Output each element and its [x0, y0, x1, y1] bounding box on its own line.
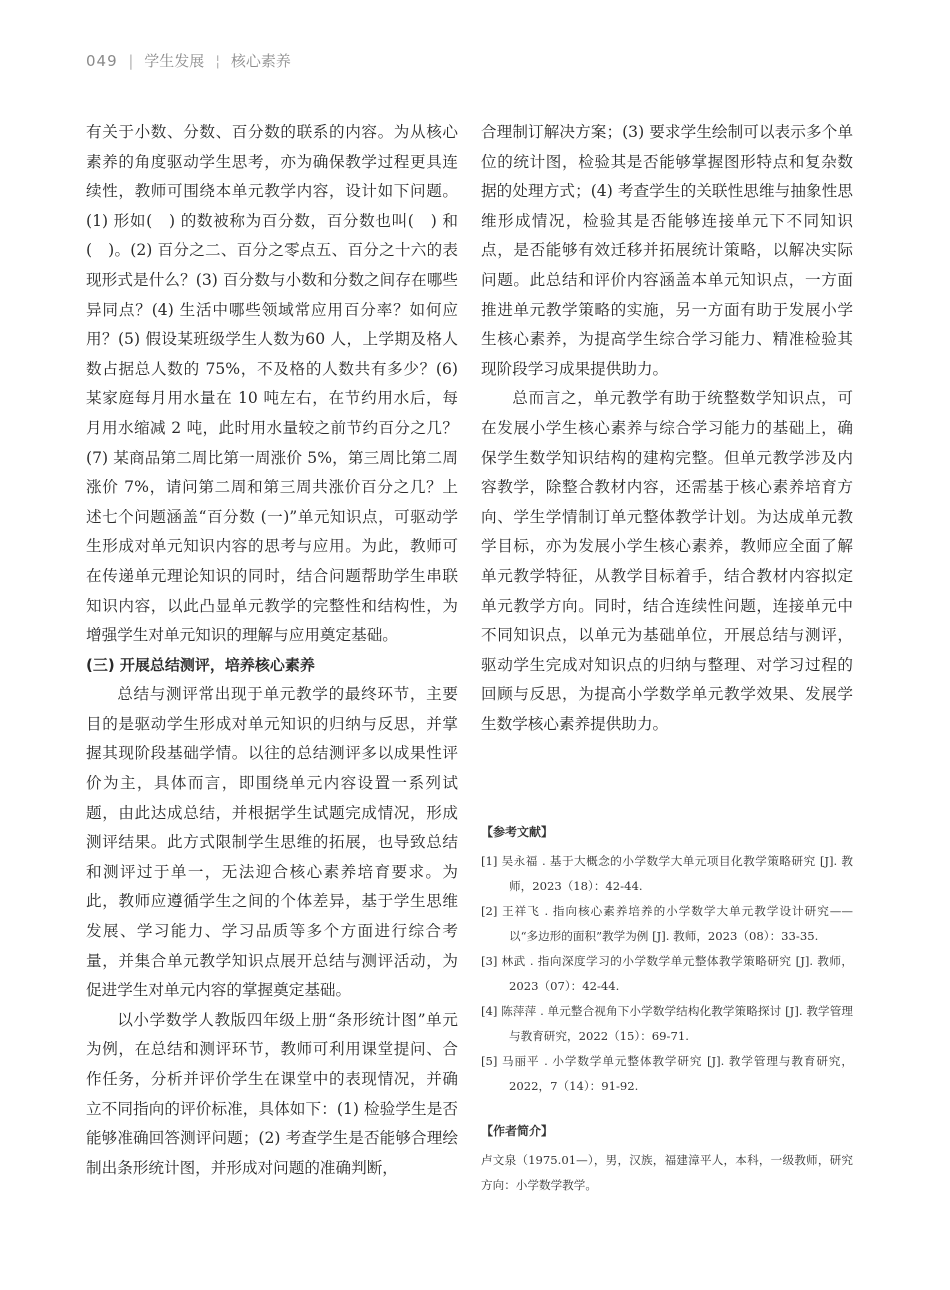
references-block — [481, 820, 853, 1198]
section-heading: (三) 开展总结测评，培养核心素养 — [86, 655, 315, 674]
reference-item: [5] 马丽平 . 小学数学单元整体教学研究 [J]. 教学管理与教育研究，2022，7（14）：91-92. — [481, 1054, 853, 1093]
reference-item: [1] 吴永福 . 基于大概念的小学数学大单元项目化教学策略研究 [J]. 教师，2023（18）：42-44. — [481, 854, 853, 893]
running-header — [86, 50, 291, 71]
body-paragraph: 合理制订解决方案；(3) 要求学生绘制可以表示多个单位的统计图，检验其是否能够掌握图形特点和复杂数据的处理方式；(4) 考查学生的关联性思维与抽象性思维形成情况，检验其是否能够连接单元下不同知识点，是否能够有效迁移并拓展统计策略，以解决实际问题。此总结和评价内容涵盖本单元知识点，一方面推进单元教学策略的实施，另一方面有助于发展小学生核心素养，为提高学生综合学习能力、精准检验其现阶段学习成果提供助力。 — [481, 123, 853, 378]
right-column — [481, 118, 853, 739]
body-paragraph: 总结与测评常出现于单元教学的最终环节，主要目的是驱动学生形成对单元知识的归纳与反思，并掌握其现阶段基础学情。以往的总结测评多以成果性评价为主，具体而言，即围绕单元内容设置一系列试题，由此达成总结，并根据学生试题完成情况，形成测评结果。此方式限制学生思维的拓展，也导致总结和测评过于单一，无法迎合核心素养培育要求。为此，教师应遵循学生之间的个体差异，基于学生思维发展、学习能力、学习品质等多个方面进行综合考量，并集合单元教学知识点展开总结与测评活动，为促进学生对单元内容的掌握奠定基础。 — [86, 685, 458, 1000]
left-column — [86, 118, 458, 1183]
author-bio-text: 卢文泉（1975.01—），男，汉族，福建漳平人，本科，一级教师，研究方向：小学数学教学。 — [481, 1153, 853, 1192]
header-divider: ¦ — [215, 52, 221, 70]
references-title: 【参考文献】 — [481, 825, 554, 839]
header-divider: | — [128, 52, 134, 70]
reference-item: [4] 陈萍萍 . 单元整合视角下小学数学结构化教学策略探讨 [J]. 教学管理与教育研究，2022（15）：69-71. — [481, 1004, 853, 1043]
header-subsection: 核心素养 — [230, 52, 291, 70]
author-bio-title: 【作者简介】 — [481, 1124, 554, 1138]
header-section: 学生发展 — [144, 52, 205, 70]
body-paragraph: 以小学数学人教版四年级上册“条形统计图”单元为例，在总结和测评环节，教师可利用课堂提问、合作任务，分析并评价学生在课堂中的表现情况，并确立不同指向的评价标准，具体如下：(1) 检验学生是否能够准确回答测评问题；(2) 考查学生是否能够合理绘制出条形统计图，并形成对问题的准确判断， — [86, 1010, 458, 1177]
body-paragraph: 有关于小数、分数、百分数的联系的内容。为从核心素养的角度驱动学生思考，亦为确保教学过程更具连续性，教师可围绕本单元教学内容，设计如下问题。(1) 形如( ) 的数被称为百分数，百分数也叫( ) 和( )。(2) 百分之二、百分之零点五、百分之十六的表现形式是什么？(3) 百分数与小数和分数之间存在哪些异同点？(4) 生活中哪些领域常应用百分率？如何应用？(5) 假设某班级学生人数为60 人，上学期及格人数占据总人数的 75%，不及格的人数共有多少？(6) 某家庭每月用水量在 10 吨左右，在节约用水后，每月用水缩减 2 吨，此时用水量较之前节约百分之几？(7) 某商品第二周比第一周涨价 5%，第三周比第二周涨价 7%，请问第二周和第三周共涨价百分之几？上述七个问题涵盖“百分数 (一)”单元知识点，可驱动学生形成对单元知识内容的思考与应用。为此，教师可在传递单元理论知识的同时，结合问题帮助学生串联知识内容，以此凸显单元教学的完整性和结构性，为增强学生对单元知识的理解与应用奠定基础。 — [86, 123, 458, 645]
reference-item: [3] 林武 . 指向深度学习的小学数学单元整体教学策略研究 [J]. 教师，2023（07）：42-44. — [481, 954, 853, 993]
conclusion-paragraph: 总而言之，单元教学有助于统整数学知识点，可在发展小学生核心素养与综合学习能力的基础上，确保学生数学知识结构的建构完整。但单元教学涉及内容教学，除整合教材内容，还需基于核心素养培育方向、学生学情制订单元整体教学计划。为达成单元教学目标，亦为发展小学生核心素养，教师应全面了解单元教学特征，从教学目标着手，结合教材内容拟定单元教学方向。同时，结合连续性问题，连接单元中不同知识点，以单元为基础单位，开展总结与测评，驱动学生完成对知识点的归纳与整理、对学习过程的回顾与反思，为提高小学数学单元教学效果、发展学生数学核心素养提供助力。 — [481, 389, 853, 733]
page-number: 049 — [86, 52, 118, 70]
reference-item: [2] 王祥飞 . 指向核心素养培养的小学数学大单元教学设计研究——以“多边形的面积”教学为例 [J]. 教师，2023（08）：33-35. — [481, 904, 853, 943]
